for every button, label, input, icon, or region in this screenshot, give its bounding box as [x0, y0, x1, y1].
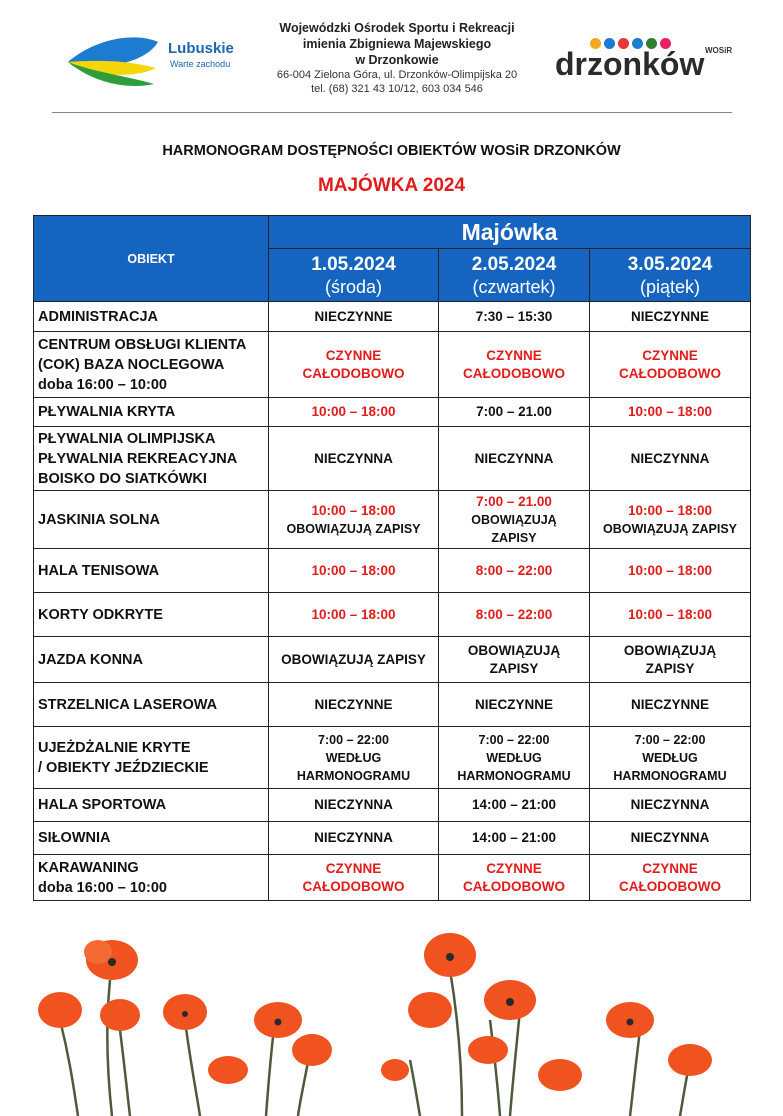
schedule-value: CAŁODOBOWO	[302, 365, 405, 381]
schedule-value: 10:00 – 18:00	[627, 502, 713, 518]
facility-name	[34, 727, 269, 789]
schedule-cell	[269, 593, 439, 637]
schedule-cell	[439, 855, 590, 901]
column-header-day-1	[269, 249, 439, 302]
schedule-cell	[269, 637, 439, 683]
header-date: 2.05.2024	[471, 253, 557, 275]
header-date: 1.05.2024	[311, 253, 396, 275]
schedule-value: CAŁODOBOWO	[619, 365, 721, 381]
schedule-value: HARMONOGRAMU	[457, 768, 571, 783]
schedule-value: CZYNNE	[325, 860, 382, 876]
schedule-value: ZAPISY	[489, 660, 539, 676]
schedule-value: ZAPISY	[645, 660, 695, 676]
facility-name	[34, 789, 269, 822]
schedule-cell	[590, 593, 751, 637]
schedule-cell	[439, 683, 590, 727]
org-name-line-3: w Drzonkowie	[355, 53, 439, 67]
schedule-cell	[439, 491, 590, 549]
schedule-value: 10:00 – 18:00	[311, 606, 396, 622]
schedule-value: NIECZYNNE	[474, 696, 553, 712]
table-row	[34, 822, 751, 855]
facility-name	[34, 398, 269, 427]
schedule-value: NIECZYNNE	[631, 308, 710, 324]
schedule-value: 10:00 – 18:00	[311, 562, 396, 578]
schedule-value: WEDŁUG	[642, 750, 698, 765]
schedule-value: 7:00 – 21.00	[476, 404, 552, 419]
schedule-table	[33, 215, 751, 901]
schedule-value: 7:30 – 15:30	[475, 308, 553, 324]
table-row	[34, 332, 751, 398]
poppy-flowers-illustration	[0, 920, 783, 1116]
schedule-value: 8:00 – 22:00	[475, 562, 553, 578]
schedule-cell	[590, 491, 751, 549]
schedule-cell	[590, 549, 751, 593]
facility-name	[34, 427, 269, 491]
facility-name-line: CENTRUM OBSŁUGI KLIENTA	[38, 336, 247, 353]
schedule-value: CZYNNE	[486, 347, 542, 363]
org-address: 66-004 Zielona Góra, ul. Drzonków-Olimpijska 20	[276, 69, 518, 81]
facility-name-line: PŁYWALNIA OLIMPIJSKA	[38, 430, 216, 447]
table-row	[34, 302, 751, 332]
column-header-day-2	[439, 249, 590, 302]
schedule-value: NIECZYNNA	[630, 797, 710, 812]
lubuskie-logo-name: Lubuskie	[168, 40, 234, 57]
schedule-value: CAŁODOBOWO	[463, 878, 565, 894]
schedule-value: 10:00 – 18:00	[627, 606, 713, 622]
schedule-cell	[590, 855, 751, 901]
facility-name-line: SIŁOWNIA	[38, 830, 111, 846]
document-subtitle: MAJÓWKA 2024	[317, 175, 466, 196]
schedule-value: CZYNNE	[486, 860, 542, 876]
facility-name-line: KARAWANING	[38, 859, 139, 876]
table-row	[34, 855, 751, 901]
column-header-obiekt: OBIEKT	[34, 216, 269, 302]
schedule-cell	[269, 398, 439, 427]
facility-name	[34, 549, 269, 593]
schedule-value: WEDŁUG	[325, 750, 382, 765]
schedule-value: 10:00 – 18:00	[311, 502, 396, 518]
schedule-value: CZYNNE	[642, 860, 698, 876]
schedule-value: HARMONOGRAMU	[296, 768, 411, 783]
facility-name-line: ADMINISTRACJA	[38, 308, 159, 325]
schedule-cell	[439, 302, 590, 332]
facility-name-line: (COK) BAZA NOCLEGOWA	[38, 356, 225, 373]
schedule-value: HARMONOGRAMU	[613, 768, 727, 783]
schedule-cell	[269, 302, 439, 332]
schedule-cell	[269, 822, 439, 855]
facility-name	[34, 855, 269, 901]
table-row	[34, 637, 751, 683]
header-divider	[52, 112, 732, 113]
drzonkow-logo-brand: drzonków	[555, 46, 705, 82]
schedule-value: NIECZYNNA	[630, 830, 710, 845]
schedule-cell	[439, 549, 590, 593]
schedule-cell	[439, 332, 590, 398]
schedule-value: 8:00 – 22:00	[475, 606, 553, 622]
table-row	[34, 398, 751, 427]
table-row	[34, 593, 751, 637]
table-row	[34, 491, 751, 549]
schedule-value: CZYNNE	[325, 347, 382, 363]
table-row	[34, 789, 751, 822]
schedule-cell	[269, 683, 439, 727]
schedule-cell	[439, 398, 590, 427]
schedule-note: ZAPISY	[491, 530, 537, 545]
schedule-value: OBOWIĄZUJĄ ZAPISY	[281, 651, 426, 667]
header-weekday: (piątek)	[639, 276, 701, 297]
table-row	[34, 427, 751, 491]
schedule-cell	[269, 332, 439, 398]
facility-name	[34, 822, 269, 855]
facility-name	[34, 302, 269, 332]
schedule-value: 14:00 – 21:00	[471, 797, 557, 812]
facility-name-line: STRZELNICA LASEROWA	[38, 696, 218, 713]
schedule-value: 7:00 – 22:00	[318, 732, 389, 747]
facility-name-line: HALA TENISOWA	[38, 562, 160, 579]
schedule-cell	[439, 822, 590, 855]
schedule-value: CAŁODOBOWO	[619, 878, 721, 894]
schedule-cell	[439, 789, 590, 822]
lubuskie-logo-graphic	[66, 32, 166, 90]
schedule-value: WEDŁUG	[486, 750, 542, 765]
column-header-day-3	[590, 249, 751, 302]
table-row	[34, 549, 751, 593]
facility-name-line: KORTY ODKRYTE	[38, 606, 163, 623]
schedule-cell	[590, 683, 751, 727]
schedule-note: OBOWIĄZUJĄ ZAPISY	[602, 521, 738, 536]
lubuskie-logo-tagline: Warte zachodu	[170, 59, 231, 69]
schedule-cell	[269, 427, 439, 491]
schedule-value: 7:00 – 22:00	[478, 732, 550, 747]
schedule-value: NIECZYNNE	[631, 696, 710, 712]
schedule-cell	[439, 427, 590, 491]
schedule-note: OBOWIĄZUJĄ ZAPISY	[286, 521, 421, 536]
schedule-cell	[269, 549, 439, 593]
header-date: 3.05.2024	[627, 253, 713, 275]
facility-name-line: JASKINIA SOLNA	[38, 511, 160, 528]
schedule-cell	[439, 593, 590, 637]
schedule-value: CAŁODOBOWO	[302, 878, 405, 894]
schedule-value: 10:00 – 18:00	[627, 404, 713, 419]
group-header-majowka: Majówka	[269, 216, 751, 249]
drzonkow-logo	[555, 38, 733, 88]
table-row	[34, 683, 751, 727]
schedule-value: 7:00 – 21.00	[476, 493, 552, 509]
facility-name-line: doba 16:00 – 10:00	[38, 376, 167, 393]
schedule-cell	[590, 789, 751, 822]
org-phone: tel. (68) 321 43 10/12, 603 034 546	[311, 83, 483, 95]
schedule-value: NIECZYNNA	[314, 797, 393, 812]
schedule-cell	[439, 727, 590, 789]
facility-name-line: / OBIEKTY JEŹDZIECKIE	[38, 759, 209, 776]
header-weekday: (czwartek)	[472, 276, 556, 297]
schedule-cell	[590, 822, 751, 855]
schedule-value: NIECZYNNE	[314, 696, 393, 712]
schedule-cell	[590, 427, 751, 491]
facility-name	[34, 683, 269, 727]
schedule-cell	[590, 637, 751, 683]
org-name-line-1: Wojewódzki Ośrodek Sportu i Rekreacji	[279, 21, 515, 35]
schedule-cell	[269, 491, 439, 549]
schedule-value: OBOWIĄZUJĄ	[467, 642, 561, 658]
facility-name-line: UJEŻDŻALNIE KRYTE	[38, 739, 191, 756]
schedule-cell	[590, 727, 751, 789]
facility-name	[34, 593, 269, 637]
facility-name-line: doba 16:00 – 10:00	[38, 879, 167, 896]
schedule-value: 10:00 – 18:00	[311, 404, 396, 419]
facility-name	[34, 332, 269, 398]
facility-name	[34, 637, 269, 683]
lubuskie-logo	[66, 32, 246, 90]
facility-name-line: HALA SPORTOWA	[38, 797, 167, 813]
schedule-cell	[590, 302, 751, 332]
schedule-cell	[439, 637, 590, 683]
facility-name-line: BOISKO DO SIATKÓWKI	[38, 470, 207, 487]
org-name-line-2: imienia Zbigniewa Majewskiego	[302, 37, 492, 51]
schedule-value: 14:00 – 21:00	[471, 830, 557, 845]
schedule-cell	[590, 332, 751, 398]
schedule-value: NIECZYNNA	[630, 450, 710, 466]
schedule-cell	[269, 727, 439, 789]
schedule-cell	[590, 398, 751, 427]
facility-name-line: PŁYWALNIA KRYTA	[38, 404, 176, 420]
drzonkow-logo-wosir: WOSiR	[705, 46, 733, 55]
table-row	[34, 727, 751, 789]
facility-name	[34, 491, 269, 549]
schedule-value: NIECZYNNA	[314, 830, 393, 845]
facility-name-line: JAZDA KONNA	[38, 651, 143, 668]
schedule-value: NIECZYNNA	[314, 450, 393, 466]
schedule-value: OBOWIĄZUJĄ	[623, 642, 717, 658]
schedule-value: CAŁODOBOWO	[463, 365, 565, 381]
schedule-value: CZYNNE	[642, 347, 698, 363]
header-weekday: (środa)	[324, 276, 382, 297]
schedule-value: NIECZYNNA	[474, 450, 554, 466]
facility-name-line: PŁYWALNIA REKREACYJNA	[38, 450, 238, 467]
schedule-value: NIECZYNNE	[314, 308, 393, 324]
schedule-value: 10:00 – 18:00	[627, 562, 713, 578]
schedule-cell	[269, 855, 439, 901]
schedule-note: OBOWIĄZUJĄ	[471, 512, 557, 527]
schedule-cell	[269, 789, 439, 822]
document-title: HARMONOGRAM DOSTĘPNOŚCI OBIEKTÓW WOSiR DRZONKÓW	[162, 143, 621, 159]
organization-info	[262, 20, 532, 96]
schedule-value: 7:00 – 22:00	[634, 732, 706, 747]
